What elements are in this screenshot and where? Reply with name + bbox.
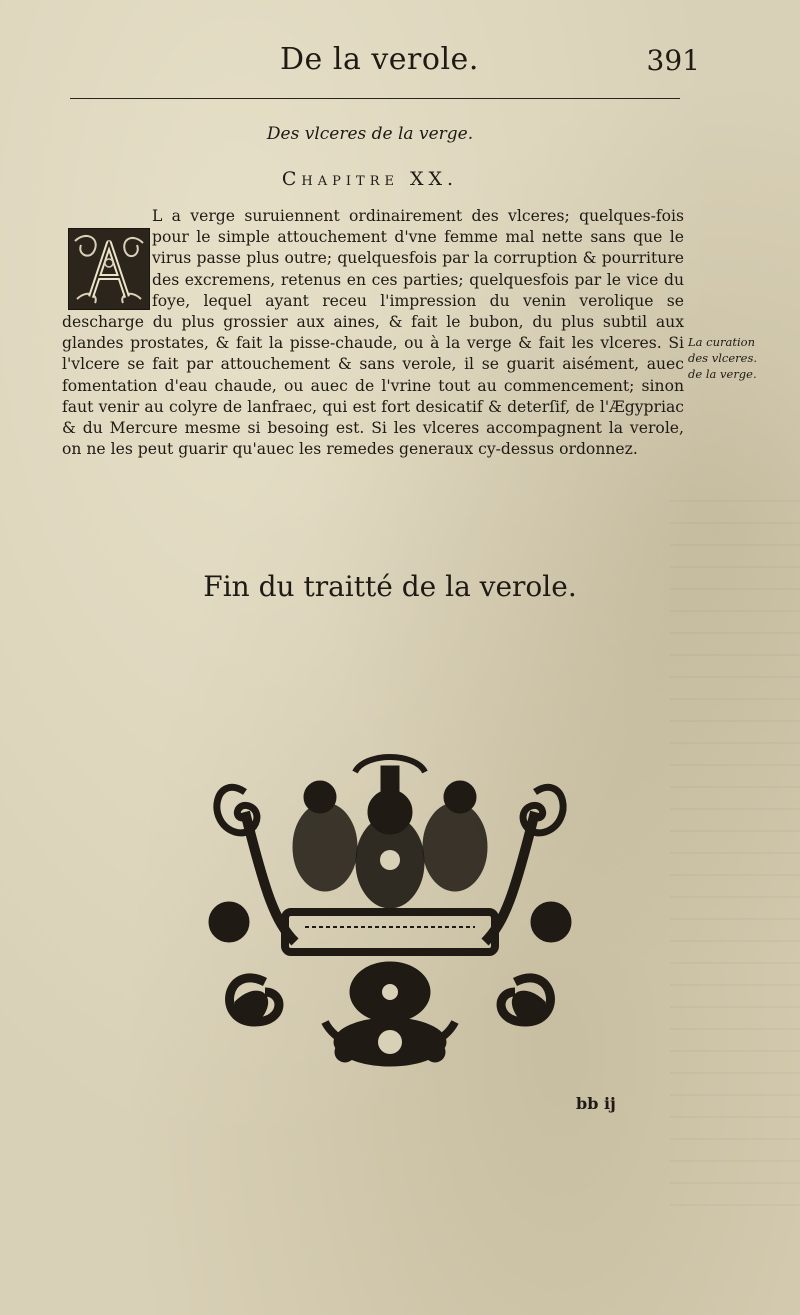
chapter-body	[62, 206, 684, 460]
margin-note-line: La curation	[688, 335, 755, 349]
grotesque-ornament-icon	[205, 752, 575, 1074]
header-rule	[70, 98, 680, 99]
margin-note-line: de la verge.	[688, 367, 757, 381]
end-title: Fin du traitté de la verole.	[203, 570, 577, 603]
page-number: 391	[646, 44, 700, 77]
margin-note-line: des vlceres.	[688, 351, 758, 365]
running-head	[60, 40, 700, 84]
drop-cap-space	[62, 206, 152, 308]
signature-mark: bb ij	[576, 1094, 616, 1113]
chapter-heading: Chapitre XX.	[281, 168, 459, 190]
margin-note	[688, 334, 768, 382]
section-heading: Des vlceres de la verge.	[266, 124, 474, 144]
chapter-body-text: L a verge suruiennent ordinairement des vlceres; quelques-fois pour le simple attouchement d'vne femme mal nette sans que le virus passe plus outre; quelquesfois par la corruption & pourriture des excremens, retenus en ces parties; quelquesfois par le vice du foye, lequel ayant receu l'impression du venin verolique se descharge du plus grossier aux aines, & fait le bubon, du plus subtil aux glandes prostates, & fait la pisse-chaude, ou à la verge & fait les vlceres. Si l'vlcere se fait par attouchement & sans verole, il se guarit aisément, auec fomentation d'eau chaude, ou auec de l'vrine tout au commencement; sinon faut venir au colyre de lanfraec, qui est fort desicatif & deterſif, de l'Ægypriac & du Mercure mesme si besoing est. Si les vlceres accompagnent la verole, on ne les peut guarir qu'auec les remedes generaux cy-dessus ordonnez.	[62, 207, 684, 459]
running-title: De la verole.	[280, 42, 479, 77]
show-through-text	[670, 500, 800, 1220]
